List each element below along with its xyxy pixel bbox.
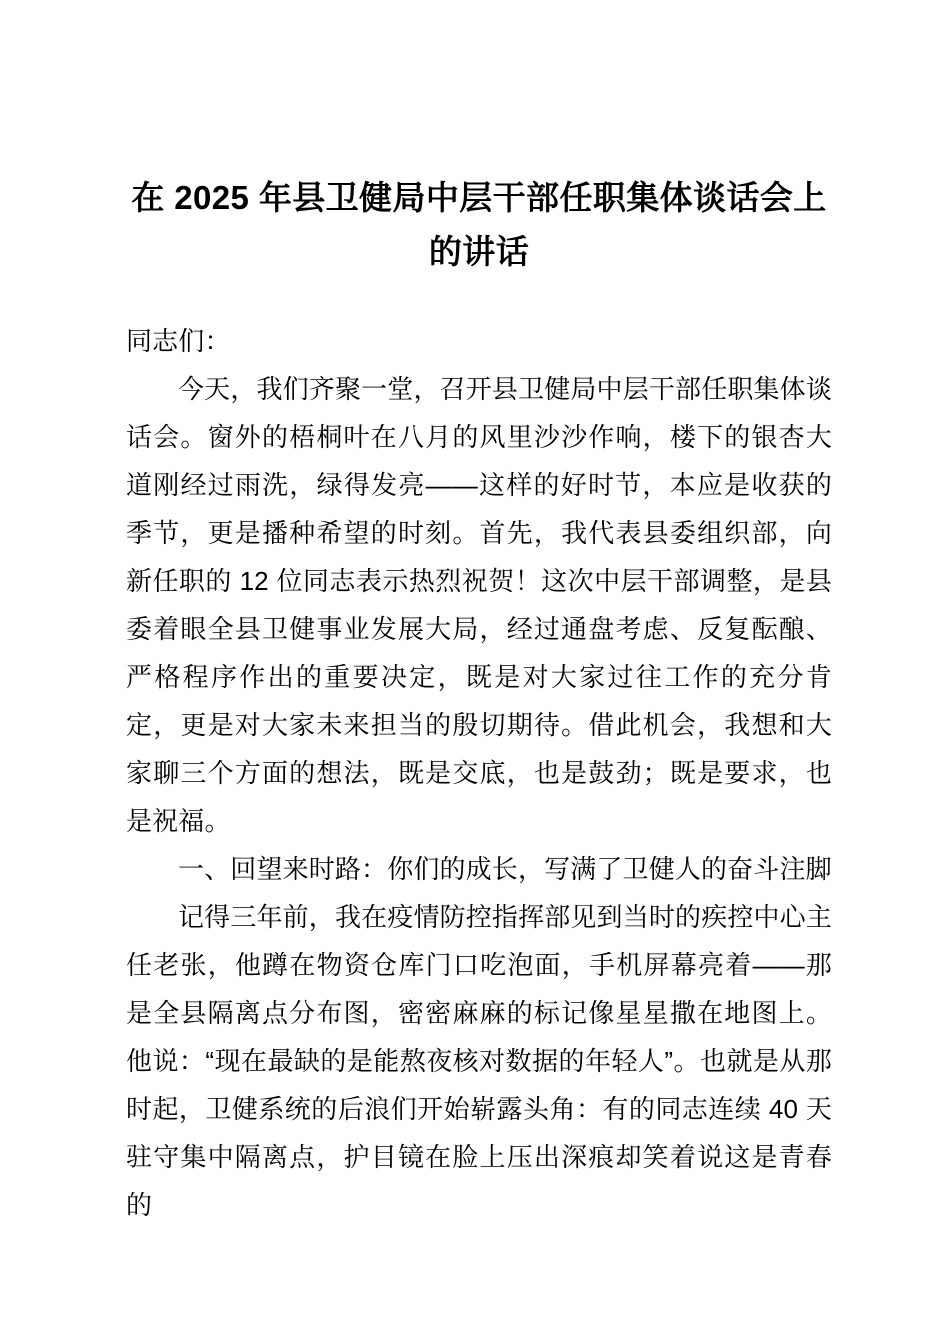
paragraph-opening: 今天，我们齐聚一堂，召开县卫健局中层干部任职集体谈话会。窗外的梧桐叶在八月的风里沙沙作响，楼下的银杏大道刚经过雨洗，绿得发亮——这样的好时节，本应是收获的季节，更是播种希望的时刻。首先，我代表县委组织部，向新任职的 12 位同志表示热烈祝贺！这次中层干部调整，是县委着眼全县卫健事业发展大局，经过通盘考虑、反复酝酿、严格程序作出的重要决定，既是对大家过往工作的充分肯定，更是对大家未来担当的殷切期待。借此机会，我想和大家聊三个方面的想法，既是交底，也是鼓劲；既是要求，也是祝福。 — [126, 374, 832, 836]
page-title: 在 2025 年县卫健局中层干部任职集体谈话会上的讲话 — [131, 179, 827, 270]
document-body — [126, 0, 832, 1229]
salutation: 同志们： — [126, 326, 231, 356]
section-heading-one: 一、回望来时路：你们的成长，写满了卫健人的奋斗注脚 — [178, 854, 832, 884]
paragraph-section-one-body: 记得三年前，我在疫情防控指挥部见到当时的疾控中心主任老张，他蹲在物资仓库门口吃泡面，手机屏幕亮着——那是全县隔离点分布图，密密麻麻的标记像星星撒在地图上。他说：“现在最缺的是能熬夜核对数据的年轻人”。也就是从那时起，卫健系统的后浪们开始崭露头角：有的同志连续 40 天驻守集中隔离点，护目镜在脸上压出深痕却笑着说这是青春的 — [126, 902, 832, 1220]
